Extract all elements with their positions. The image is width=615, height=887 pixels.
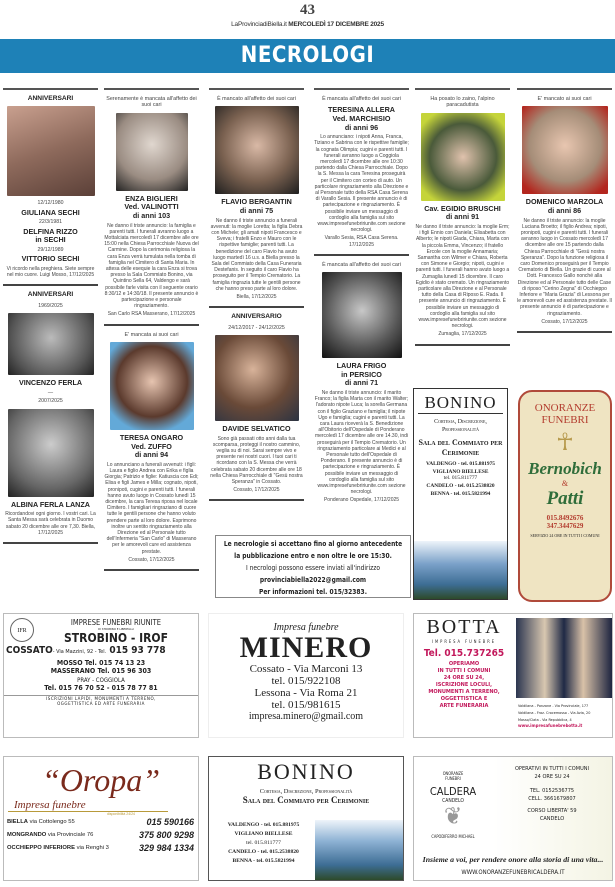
city: COSSATO	[6, 645, 53, 656]
photo-domenico-marzola	[522, 106, 608, 194]
obituary-text: Ne danno il triste annuncio: la famiglia e parenti tutti. I funerali avranno luogo a Mottalciata mercoledì 17 dicembre alle ore 15:00 nella Chiesa Parrocchiale Nuova del Carmine. Dopo la cerimonia religiosa la cara Enza verrà tumulata nella tomba di famiglia nel Cimitero di Santa Maria. In attesa delle esequie la cara Enza si trova presso la Sala Commiato Bonino, via Quintino Sella 64, Valdengo e sarà possibile farle visita con il seguente orario 8:30/12 e 14:30/18. Il presente annuncio è partecipazione e personale ringraziamento.	[104, 222, 199, 310]
oropa-rows	[4, 816, 198, 855]
phone: 015 590166	[146, 817, 194, 827]
phone-line: CELL. 3661679807	[528, 796, 576, 802]
ad-caldera[interactable]	[413, 756, 613, 881]
obituary-text: Ne danno il triste annuncio a funerali avvenuti: la moglie Loretta; la figlia Debra con Michele; gli amati nipoti Francesco e Sveva; i fratelli Enzo e Mauro con le rispettive famiglie; parenti tutti. La benedizione del caro Flavio ha avuto luogo martedì 16 u.s. a Biella presso la Sala del Commiato della Casa Funeraria Destefanis. In seguito il caro Flavio ha proseguito per il Tempio Crematorio. La famiglia ringrazia tutte le gentili persone che hanno preso parte al loro dolore.	[210, 217, 303, 292]
section-banner: NECROLOGI	[0, 39, 615, 73]
owner: CAPODIFERRO MICHAEL	[431, 834, 475, 839]
address: via Provinciale 76	[47, 832, 94, 838]
page-number: 43	[300, 2, 315, 18]
address-line: CORSO LIBERTA' 59	[527, 808, 577, 814]
divider	[209, 499, 304, 501]
phone: 015.8492676	[546, 514, 584, 522]
deceased-name-sub: in SECHI	[35, 235, 66, 245]
phone-line: TEL. 0152536775	[529, 788, 575, 794]
address-line: Valdilana - Fraz. Crocemosso - Via Avia, 20	[518, 710, 591, 715]
obituary-text: Lo annunciano: i nipoti Anna, Franca, Tiziano e Sabrina con le rispettive famiglie; la cognata Olimpia; cugini e parenti tutti. I funerali avranno luogo a Coggiola mercoledì 17 dicembre alle ore 10:30 partendo dalla Chiesa Parrocchiale. Dopo la S. Messa la cara Teresina proseguirà per il Cimitero con corteo di auto. Un particolare ringraziamento alla Direzione e al Personale tutto della RSA Casa Serena di Varallo Sesia. Il presente annuncio è di partecipazione e ringraziamento. È possibile inviare un messaggio di cordoglio alla famiglia sul sito www.impresefunebririunite.com sezione necrologi.	[314, 134, 409, 234]
notice-email[interactable]: provinciabiella2022@gmail.com	[259, 576, 367, 584]
website-link[interactable]: WWW.ONORANZEFUNEBRICALDERA.IT	[461, 869, 565, 876]
heading-anniversario: ANNIVERSARIO	[231, 313, 282, 321]
divider	[209, 306, 304, 308]
address: - Via Mazzini, 92 - Tel.	[52, 649, 107, 655]
ad-subtitle: DI STROBINO E LIBERTALLI	[98, 627, 134, 631]
bonino-logo: BONINO	[257, 759, 355, 784]
divider	[104, 88, 199, 90]
ad-bonino-small[interactable]	[413, 388, 508, 600]
ad-subtitle: ONORANZE FUNEBRI	[442, 771, 464, 781]
address-line: Mosso/Ciata - Via Repubblica, 4	[518, 717, 572, 722]
service-line: ARTE FUNERARIA	[439, 703, 489, 709]
building-photo	[414, 541, 507, 599]
place-date: Ponderano Ospedale, 17/12/2025	[323, 497, 400, 504]
intro-text: Serenamente è mancata all'affetto dei suoi cari	[106, 96, 197, 109]
phone-line: BENNA - tel. 015.5821994	[430, 491, 491, 497]
cossato-line	[4, 645, 198, 656]
notice-line: la pubblicazione entro e non oltre le ore 15:30.	[234, 552, 392, 560]
column-3	[209, 88, 304, 507]
date: 29/12/1989	[37, 247, 64, 253]
angel-icon: ☥	[556, 430, 574, 456]
address: via Cottolengo 55	[29, 819, 75, 825]
caldera-info	[494, 765, 610, 823]
caldera-logo	[418, 765, 488, 839]
age: di anni 75	[239, 206, 274, 215]
photo-albina-ferla	[8, 409, 94, 497]
heading-anniversari: ANNIVERSARI	[27, 95, 74, 102]
divider	[415, 344, 510, 346]
service-line: MONUMENTI A TERRENO,	[428, 689, 500, 695]
ifr-logo: IFR	[10, 618, 34, 642]
ad-name: CALDERA	[429, 785, 477, 798]
message: Ricordandovi ogni giorno. I vostri cari. La Santa Messa sarà celebrata in Duomo sabato 20 dicembre alle ore 7,30. Biella, 17/12/2025	[5, 511, 96, 536]
info-line: OPERATIVI IN TUTTI I COMUNI	[514, 766, 590, 772]
column-2	[104, 88, 199, 577]
laurel-icon: ❦	[443, 802, 463, 830]
availability: disponibilità 24/24	[106, 812, 136, 816]
divider	[3, 88, 98, 90]
ad-bernobich-patti[interactable]	[518, 390, 612, 602]
age: di anni 96	[344, 122, 379, 132]
hall-title: Sala del Commiato per Cerimonie	[418, 438, 503, 457]
botta-left	[414, 614, 514, 710]
ad-amp: &	[561, 479, 569, 488]
photo-sechi-family	[7, 106, 95, 196]
heading-anniversari: ANNIVERSARI	[27, 291, 74, 299]
years: 1969/2025	[38, 302, 63, 309]
divider	[104, 324, 199, 326]
phone-line: VIGLIANO BIELLESE	[234, 831, 293, 837]
age: di anni 91	[445, 212, 480, 222]
ad-subtitle: Impresa funebre	[273, 622, 339, 633]
photo-teresa-ongaro	[110, 342, 194, 430]
divider	[104, 569, 199, 571]
photo-vincenzo-ferla	[8, 313, 94, 375]
deceased-name: TERESA ONGARO	[119, 433, 184, 443]
deceased-name: DOMENICO MARZOLA	[525, 197, 604, 207]
obituary-text: Ne danno il triste annuncio: la moglie Luciana Broetto; il figlio Andrea; nipoti, pronipoti, cugini e parenti tutti. I funerali avranno luogo in Cossato mercoledì 17 dicembre alle ore 15 partendo dalla Chiesa Parrocchiale di "Gesù nostra Speranza". Dopo la funzione religiosa il caro Domenico proseguirà per il Tempio Crematorio di Biella. Un grazie di cuore al Dott. Francesco Gallo nonché alla Direzione ed al Personale tutto delle Case di riposo "Cerino Zegna" di Occhieppo Inferiore e "Maria Grazia" di Lessona per le amorevoli cure ed assistenza prestate. Il presente annuncio è di partecipazione e ringraziamento.	[517, 217, 612, 317]
divider	[314, 88, 409, 90]
ad-strobino-irof[interactable]	[3, 613, 199, 738]
phone-line: VALDENGO - tel. 015.881975	[426, 461, 495, 467]
info-line: 24 ORE SU 24	[534, 774, 570, 780]
photo-enza-biglieri	[116, 113, 188, 191]
deceased-name-sub: Ved. VALINOTTI	[124, 202, 179, 212]
photo-flavio-bergantin	[215, 106, 299, 194]
issue-date: MERCOLEDÌ 17 DICEMBRE 2025	[288, 21, 384, 28]
years: 2007/2025	[38, 398, 63, 405]
intro-text: È mancata all'affetto dei suoi cari	[322, 261, 401, 268]
place-date: Varallo Sesia, RSA Casa Serena. 17/12/2025	[324, 235, 399, 248]
phone-line: tel. 015.811777	[246, 840, 281, 846]
botta-addresses	[518, 702, 612, 730]
address-line: Cossato - Via Marconi 13	[249, 663, 363, 675]
oropa-row	[7, 842, 198, 855]
oropa-row	[7, 829, 198, 842]
obituary-text: Ne danno il triste annuncio: il marito Franco; la figlia Marta con il marito Walter; l'adorato nipote Luca; la sorella Germana con il figlio Graziano e famiglia; il nipote Ugo e famiglia; cugini e parenti tutti. La cara Laura riceverà la S. Benedizione all'Obitorio dell'Ospedale di Ponderano mercoledì 17 dicembre alle ore 14.30, indi proseguirà per il Tempio Crematorio. Un ringraziamento particolare ai Medici e al Personale tutto dell'Ospedale di Ponderano. Il presente annuncio è di partecipazione e ringraziamento. È possibile inviare un messaggio di cordoglio alla famiglia sul sito www.impresefunebririunite.com sezione necrologi.	[314, 390, 409, 496]
deceased-name: DELFINA RIZZO	[23, 226, 78, 236]
deceased-name: ENZA BIGLIERI	[125, 193, 178, 203]
ad-title: IMPRESE FUNEBRI RIUNITE	[70, 618, 162, 627]
phone: 347.3447629	[546, 522, 584, 530]
phone-line: BENNA - tel. 015.5821994	[232, 858, 295, 864]
ad-subtitle: IMPRESA FUNEBRE	[432, 639, 496, 644]
site-name[interactable]: LaProvinciadiBiella.it	[231, 21, 287, 28]
obituary-text: Sono già passati otto anni dalla tua scomparsa, proteggi il nostro cammino, veglia su di noi. Sarai sempre vivo e presente nei nostri cuori. I tuoi cari ti ricordano con la S. Messa che verrà celebrata sabato 20 dicembre alle ore 18 nella Chiesa Parrocchiale di "Gesù nostra Speranza" in Cossato.	[210, 435, 303, 486]
phone-line: PRAY - COGGIOLA	[77, 677, 125, 684]
age: di anni 103	[132, 211, 171, 220]
submission-notice	[215, 535, 411, 598]
ad-subtitle: Impresa funebre	[8, 799, 168, 812]
deceased-name: Cav. EGIDIO BRUSCHI	[424, 203, 501, 213]
column-4	[314, 88, 409, 504]
deceased-name: FLAVIO BERGANTIN	[221, 197, 292, 207]
notice-phone: Per informazioni tel. 015/32383.	[259, 588, 367, 596]
service-line: ISCRIZIONE LOCULI,	[435, 682, 493, 688]
deceased-name: GIULIANA SECHI	[21, 207, 80, 217]
divider	[3, 542, 98, 544]
place-date: Cossato, 17/12/2025	[541, 318, 588, 325]
tagline: Cortesia, Discrezione, Professionalità	[259, 788, 353, 795]
divider	[415, 88, 510, 90]
city: BIELLA	[7, 819, 28, 825]
ad-name: BOTTA	[426, 616, 502, 638]
phone-line: tel. 015/981615	[271, 699, 341, 711]
ad-name: Bernobich	[528, 459, 602, 478]
deceased-name-sub: Ved. ZUFFO	[131, 441, 172, 451]
bonino-logo: BONINO	[418, 393, 503, 414]
intro-text: E' mancato ai suoi cari	[537, 96, 592, 102]
column-6	[517, 88, 612, 339]
deceased-name: LAURA FRIGO	[336, 361, 387, 371]
oropa-row	[7, 816, 198, 829]
message: Vi ricordo nella preghiera. Siete sempre nel mio cuore. Luigi Mosso, 17/12/2025	[6, 266, 95, 279]
phone-line: Tel. 015 76 70 52 - 015 78 77 81	[44, 684, 158, 692]
ad-botta[interactable]	[413, 613, 613, 738]
footer-line: ISCRIZIONI LAPIDI, MONUMENTI A TERRENO,	[46, 697, 156, 702]
service-line: OPERIAMO	[448, 661, 480, 667]
address-line: Lessona - Via Roma 21	[254, 687, 358, 699]
phone: 375 800 9298	[138, 830, 194, 840]
address: via Renghi 3	[76, 845, 109, 851]
place-date: Biella, 17/12/2025	[236, 294, 277, 301]
divider	[314, 254, 409, 256]
photo-egidio-bruschi	[421, 113, 505, 201]
intro-text: È mancato all'affetto dei suoi cari	[217, 96, 296, 102]
dateline	[0, 21, 615, 28]
photo-laura-frigo	[322, 272, 402, 358]
place-date: Cossato, 17/12/2025	[128, 556, 175, 563]
dash: —	[47, 389, 54, 396]
phone-line: CANDELO - tel. 015.2538820	[228, 849, 299, 855]
phone-line: tel. 015/922108	[271, 675, 341, 687]
column-5	[415, 88, 510, 352]
service-line: 24 ORE SU 24,	[443, 675, 485, 681]
phone-line: tel. 015.811777	[443, 475, 478, 481]
ad-name: MINERO	[239, 631, 373, 664]
ad-name: “Oropa”	[42, 762, 160, 798]
divider	[517, 331, 612, 333]
footer-line: OGGETTISTICA ED ARTE FUNERARIA	[57, 702, 145, 707]
website-link[interactable]: www.impresafunebrebotta.it	[518, 724, 583, 729]
ad-footer: SERVIZIO 24 ORE IN TUTTI I COMUNI	[530, 533, 600, 538]
service-line: OGGETTISTICA E	[440, 696, 488, 702]
address-line: Valdilana - Ponzone - Via Provinciale, 177	[518, 703, 589, 708]
hall-title: Sala del Commiato per Cerimonie	[242, 795, 370, 805]
ad-name: Patti	[546, 488, 584, 509]
column-1	[3, 88, 98, 550]
age: di anni 86	[547, 206, 582, 215]
intro-text: È mancata all'affetto dei suoi cari	[322, 96, 401, 102]
place-date: San Carlo RSA Masserano, 17/12/2025	[107, 311, 196, 318]
deceased-name-sub: in PERSICO	[341, 369, 382, 379]
dates: 24/12/2017 - 24/12/2025	[228, 324, 285, 331]
service-line: IN TUTTI I COMUNI	[437, 668, 491, 674]
deceased-name: DAVIDE SELVATICO	[222, 424, 291, 434]
ad-name: STROBINO - IROF	[64, 631, 168, 645]
date: 12/12/1980	[37, 200, 64, 207]
address-line: CANDELO	[539, 816, 565, 822]
deceased-name: VINCENZO FERLA	[18, 378, 83, 388]
age: di anni 71	[344, 378, 379, 388]
intro-text: Ha posato lo zaino, l'alpino paracadutista	[430, 96, 495, 109]
notice-line: Le necrologie si accettano fino al giorno antecedente	[223, 540, 403, 548]
age: di anni 94	[134, 450, 169, 460]
place-date: Cossato, 17/12/2025	[233, 487, 280, 494]
city: CANDELO	[442, 798, 464, 804]
phone-line: MASSERANO Tel. 015 96 303	[50, 667, 152, 675]
ad-header: ONORANZE FUNEBRI	[534, 402, 596, 426]
date: 22/3/1981	[38, 219, 63, 226]
motto: Insieme a voi, per rendere onore alla storia di una vita...	[422, 855, 604, 864]
phone-line: MOSSO Tel. 015 74 13 23	[56, 659, 146, 667]
phone-line: VALDENGO - tel. 015.881975	[227, 822, 300, 828]
deceased-name-sub: Ved. MARCHISIO	[332, 114, 391, 123]
ad-bonino-wide[interactable]	[208, 756, 404, 881]
phone: 329 984 1334	[138, 843, 194, 853]
deceased-name: VITTORIO SECHI	[21, 254, 80, 264]
phone: Tel. 015.737265	[423, 648, 505, 659]
obituary-text: Ne danno il triste annuncio: la moglie Erm; i figli Ennio con Daniela; Elisabetta con Alberto; le nipoti Giada, Chiara, Marta con la piccola Emma, Vincenzo; il fratello Ercole con la moglie Annamaria; Samantha con Wilmer e Chiara, Roberta con Simone e Giorgio; nipoti, cugini e parenti tutti. I funerali hanno avuto luogo a Zumaglia lunedì 15 dicembre. Il caro Egidio è stato cremato. Un ringraziamento particolare alla Direzione e al Personale tutto della Casa di Riposo E. Rada. Il presente annuncio di ringraziamento. È possibile inviare un messaggio di cordoglio alla famiglia sul sito www.impresefunebririunite.com sezione necrologi.	[415, 224, 510, 330]
phone-line: CANDELO - tel. 015.2538820	[426, 483, 495, 489]
notice-line: I necrologi possono essere inviati all'indirizzo	[246, 564, 380, 572]
ad-minero[interactable]	[208, 613, 404, 738]
tagline: Cortesia, Discrezione, Professionalità	[434, 419, 487, 433]
staff-photo	[516, 618, 612, 698]
ad-oropa[interactable]	[3, 756, 199, 881]
bonino-phones	[211, 821, 316, 866]
city: OCCHIEPPO INFERIORE	[7, 845, 75, 851]
place-date: Zumaglia, 17/12/2025	[438, 331, 487, 338]
building-photo	[315, 820, 403, 880]
intro-text: E' mancata ai suoi cari	[124, 331, 179, 338]
email[interactable]: impresa.minero@gmail.com	[248, 711, 364, 722]
obituary-text: Lo annunciano a funerali avvenuti: i figli: Laura e figlio Andrea con Erika e figlia Giorgia; Patrizio e figlie: Katiuscia con Edi; Elisa e figli James e Milla; cognato, nipoti, pronipoti, cugini e parenti tutti. I funerali hanno avuto luogo in Cossato lunedì 15 dicembre, la cara Teresa riposa nel locale Cimitero. I famigliari ringraziano di cuore tutte le gentili persone che hanno voluto prendere parte al loro dolore. Esprimono inoltre un sentito ringraziamento alla Direzione ed al Personale tutto dell'Infermeria "San Carlo" di Masserano per le amorevoli cure ed assistenza prestate.	[104, 461, 199, 555]
phone-line: VIGLIANO BIELLESE	[432, 469, 489, 475]
deceased-name: ALBINA FERLA LANZA	[11, 499, 90, 509]
photo-davide-selvatico	[215, 335, 299, 421]
deceased-name: TERESINA ALLERA	[328, 105, 395, 115]
city: MONGRANDO	[7, 832, 47, 838]
phone: 015 93 778	[109, 645, 166, 656]
ad-footer	[4, 695, 198, 707]
divider	[3, 284, 98, 286]
divider	[209, 88, 304, 90]
divider	[517, 88, 612, 90]
